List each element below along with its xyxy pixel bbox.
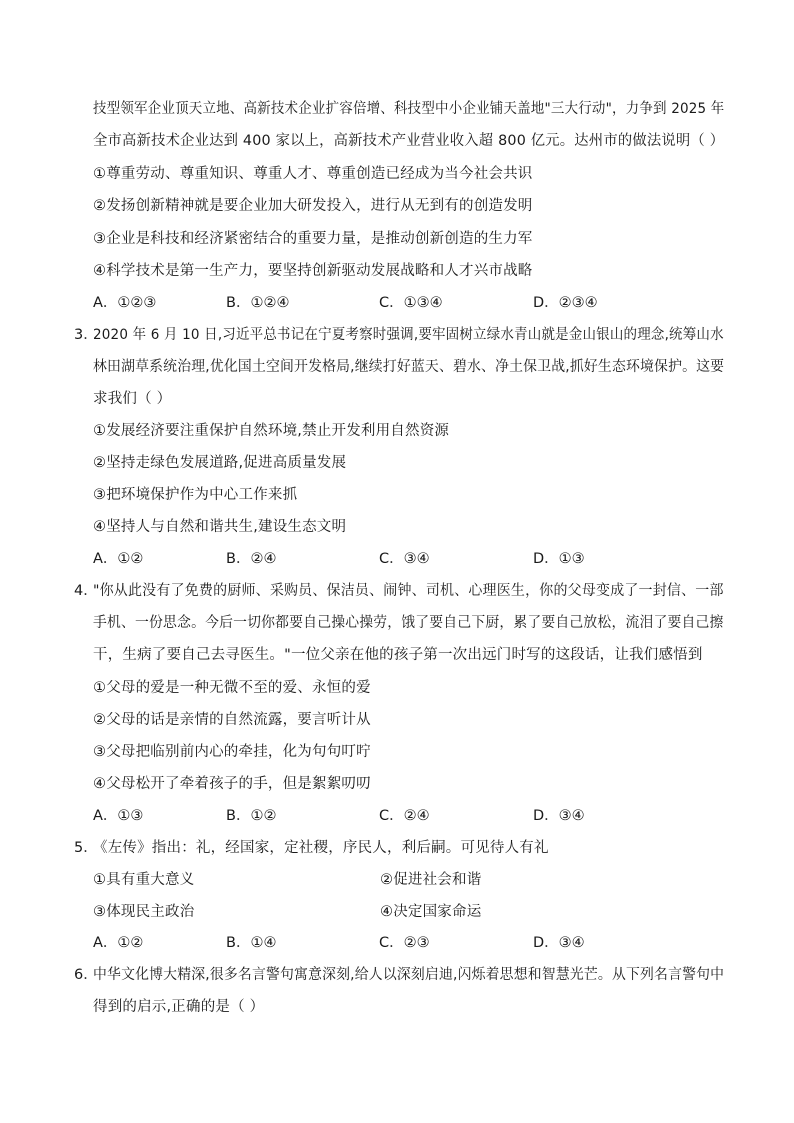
q2-statement-3: ③企业是科技和经济紧密结合的重要力量，是推动创新创造的生力军	[93, 231, 533, 247]
q4-line-3: 干，生病了要自己去寻医生。"一位父亲在他的孩子第一次出远门时写的这段话，让我们感悟到	[93, 647, 703, 663]
q5-option-c[interactable]: C．②③	[379, 935, 430, 951]
q4-statement-3: ③父母把临别前内心的牵挂，化为句句叮咛	[93, 744, 371, 760]
q2-statement-4: ④科学技术是第一生产力，要坚持创新驱动发展战略和人才兴市战略	[93, 263, 533, 279]
q5-options	[93, 933, 713, 953]
q4-option-b[interactable]: B．①②	[226, 808, 277, 824]
q3-option-d[interactable]: D．①③	[533, 551, 585, 567]
q5-option-b[interactable]: B．①④	[226, 935, 277, 951]
q3-options	[93, 549, 713, 569]
q3-option-c[interactable]: C．③④	[379, 551, 430, 567]
q4-statement-1: ①父母的爱是一种无微不至的爱、永恒的爱	[93, 680, 371, 696]
q4-option-d[interactable]: D．③④	[533, 808, 585, 824]
q4-options	[93, 806, 713, 826]
q5-statement-1: ①具有重大意义	[93, 872, 195, 888]
q4-line-2: 手机、一份思念。今后一切你都要自己操心操劳，饿了要自己下厨，累了要自己放松，流泪了要自己擦	[93, 615, 724, 631]
q5-statement-4: ④决定国家命运	[380, 904, 482, 920]
q5-option-d[interactable]: D．③④	[533, 935, 585, 951]
q6-line-1: 中华文化博大精深,很多名言警句寓意深刻,给人以深刻启迪,闪烁着思想和智慧光芒。从下列名言警句中	[93, 967, 725, 983]
q4-option-c[interactable]: C．②④	[379, 808, 430, 824]
q3-statement-3: ③把环境保护作为中心工作来抓	[93, 487, 298, 503]
q3-option-b[interactable]: B．②④	[226, 551, 277, 567]
q5-option-a[interactable]: A．①②	[93, 935, 144, 951]
q3-statement-1: ①发展经济要注重保护自然环境,禁止开发利用自然资源	[93, 423, 450, 439]
q2-line-1: 技型领军企业顶天立地、高新技术企业扩容倍增、科技型中小企业铺天盖地"三大行动"，力争到 2025 年	[93, 101, 725, 117]
q2-statement-2: ②发扬创新精神就是要企业加大研发投入，进行从无到有的创造发明	[93, 198, 533, 214]
q2-option-c[interactable]: C．①③④	[379, 295, 443, 311]
q3-statement-2: ②坚持走绿色发展道路,促进高质量发展	[93, 455, 347, 471]
q5-line-1: 《左传》指出：礼，经国家，定社稷，序民人，利后嗣。可见待人有礼	[93, 840, 549, 856]
q6-number: 6．	[74, 967, 98, 983]
q3-line-1: 2020 年 6 月 10 日,习近平总书记在宁夏考察时强调,要牢固树立绿水青山就是金山银山的理念,统筹山水	[93, 327, 724, 343]
q3-line-3: 求我们（ ）	[93, 391, 172, 407]
q2-option-a[interactable]: A．①②③	[93, 295, 157, 311]
q4-number: 4．	[74, 583, 98, 599]
q5-number: 5．	[74, 840, 98, 856]
q2-statement-1: ①尊重劳动、尊重知识、尊重人才、尊重创造已经成为当今社会共识	[93, 166, 533, 182]
q2-line-2: 全市高新技术企业达到 400 家以上，高新技术产业营业收入超 800 亿元。达州市的做法说明（ ）	[93, 133, 725, 149]
q4-statement-2: ②父母的话是亲情的自然流露，要言听计从	[93, 712, 371, 728]
q5-statement-2: ②促进社会和谐	[380, 872, 482, 888]
q3-number: 3．	[74, 327, 98, 343]
q6-line-2: 得到的启示,正确的是（ ）	[93, 999, 265, 1015]
q4-option-a[interactable]: A．①③	[93, 808, 144, 824]
q2-option-d[interactable]: D．②③④	[533, 295, 598, 311]
q4-statement-4: ④父母松开了牵着孩子的手，但是絮絮叨叨	[93, 776, 371, 792]
q3-line-2: 林田湖草系统治理,优化国土空间开发格局,继续打好蓝天、碧水、净土保卫战,抓好生态环境保护。这要	[93, 359, 725, 375]
q2-options	[93, 293, 713, 313]
q3-statement-4: ④坚持人与自然和谐共生,建设生态文明	[93, 519, 347, 535]
q5-statement-3: ③体现民主政治	[93, 904, 195, 920]
q4-line-1: "你从此没有了免费的厨师、采购员、保洁员、闹钟、司机、心理医生，你的父母变成了一封信、一部	[93, 583, 724, 599]
q3-option-a[interactable]: A．①②	[93, 551, 144, 567]
q2-option-b[interactable]: B．①②④	[226, 295, 290, 311]
